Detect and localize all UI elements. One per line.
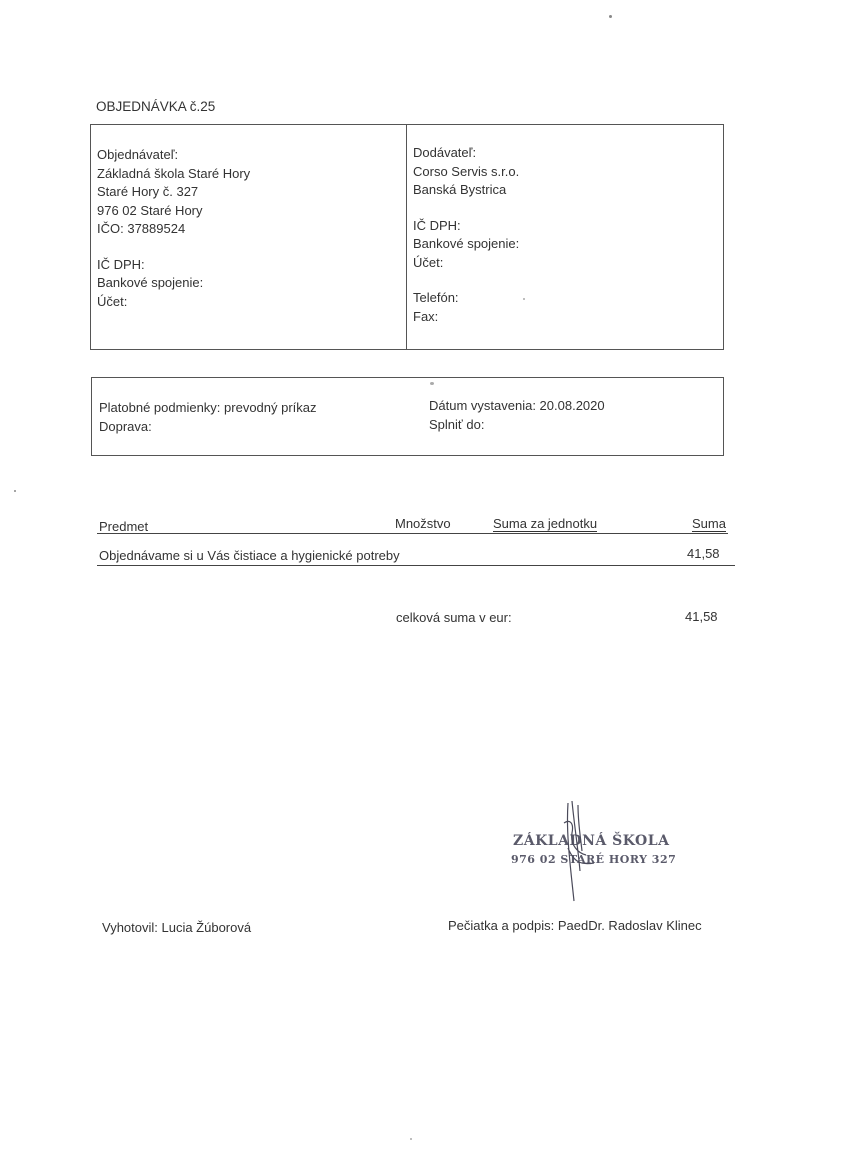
header-unit-price: Suma za jednotku xyxy=(493,516,598,531)
orderer-bank: Bankové spojenie: xyxy=(97,275,204,290)
orderer-label: Objednávateľ: xyxy=(97,147,179,162)
supplier-icdph: IČ DPH: xyxy=(413,217,461,233)
orderer-name: Základná škola Staré Hory xyxy=(97,165,251,181)
terms-box xyxy=(91,377,724,456)
stamp-line-1: ZÁKLADNÁ ŠKOLA xyxy=(513,833,670,849)
signature-icon xyxy=(508,793,668,913)
total-label: celková suma v eur: xyxy=(396,610,512,625)
row-underline xyxy=(97,565,735,566)
parties-divider xyxy=(406,124,407,349)
document-title: OBJEDNÁVKA č.25 xyxy=(96,99,216,114)
payment-terms: Platobné podmienky: prevodný príkaz xyxy=(99,400,317,415)
school-stamp xyxy=(508,793,677,913)
supplier-account: Účet: xyxy=(413,254,444,270)
orderer-block xyxy=(97,146,250,311)
scan-speck xyxy=(609,15,612,18)
table-row-sum: 41,58 xyxy=(687,546,720,561)
supplier-block xyxy=(413,144,519,326)
deadline: Splniť do: xyxy=(429,417,485,432)
scan-speck xyxy=(523,298,525,300)
supplier-spacer xyxy=(413,200,519,217)
supplier-bank: Bankové spojenie: xyxy=(413,236,520,251)
transport: Doprava: xyxy=(99,419,152,434)
orderer-spacer xyxy=(97,239,250,256)
scan-speck xyxy=(14,490,16,492)
supplier-spacer-2 xyxy=(413,272,519,289)
prepared-by: Vyhotovil: Lucia Žúborová xyxy=(102,920,252,935)
header-quantity: Množstvo xyxy=(395,516,451,531)
header-subject: Predmet xyxy=(99,519,149,534)
orderer-city: 976 02 Staré Hory xyxy=(97,202,203,218)
total-value: 41,58 xyxy=(685,609,718,624)
scan-speck xyxy=(410,1138,412,1140)
header-underline xyxy=(97,533,728,534)
supplier-name: Corso Servis s.r.o. xyxy=(413,163,520,179)
supplier-label: Dodávateľ: xyxy=(413,145,477,160)
table-row-subject: Objednávame si u Vás čistiace a hygienické potreby xyxy=(99,548,400,563)
header-sum: Suma xyxy=(692,516,726,531)
supplier-city: Banská Bystrica xyxy=(413,182,507,197)
scan-speck xyxy=(430,382,434,385)
supplier-fax: Fax: xyxy=(413,308,439,324)
supplier-phone: Telefón: xyxy=(413,290,459,305)
orderer-street: Staré Hory č. 327 xyxy=(97,184,199,199)
orderer-icdph: IČ DPH: xyxy=(97,256,145,272)
orderer-account: Účet: xyxy=(97,293,128,309)
signature-label: Pečiatka a podpis: PaedDr. Radoslav Klinec xyxy=(448,918,702,933)
orderer-ico: IČO: 37889524 xyxy=(97,221,186,236)
stamp-line-2: 976 02 STARÉ HORY 327 xyxy=(511,853,677,866)
issue-date: Dátum vystavenia: 20.08.2020 xyxy=(429,398,605,413)
